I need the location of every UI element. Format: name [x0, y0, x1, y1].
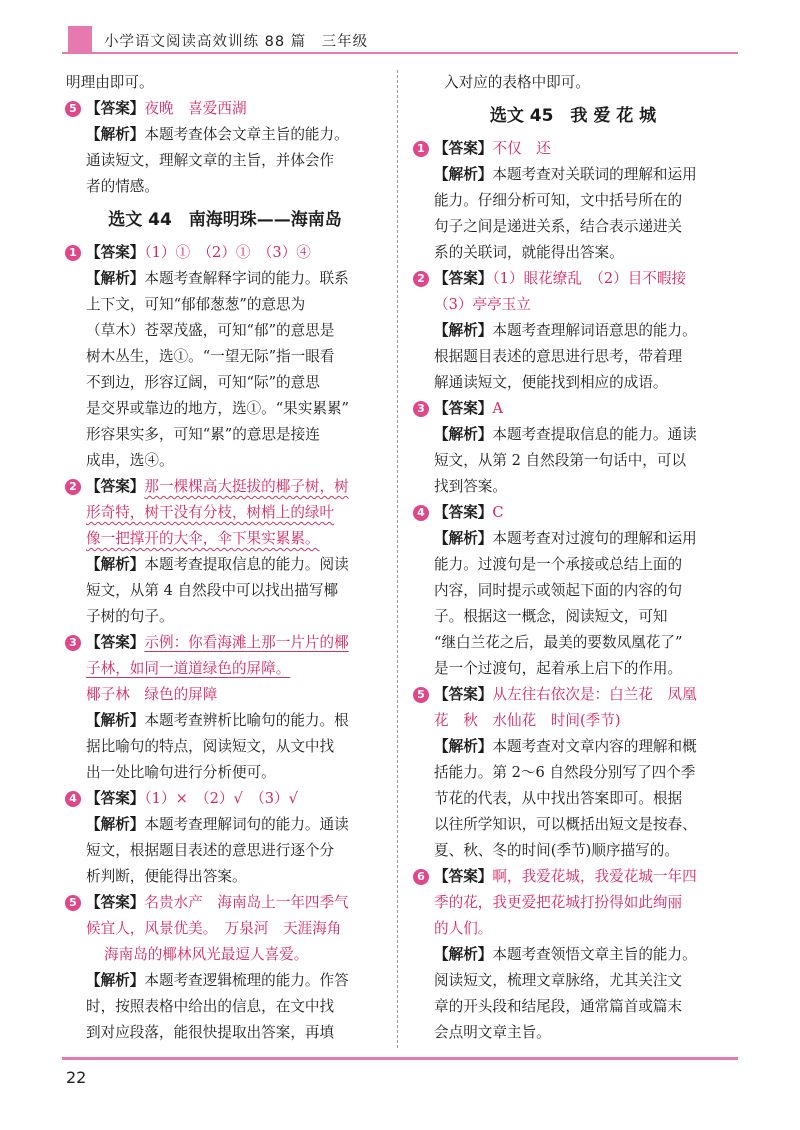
question-number: 2: [65, 479, 81, 495]
analysis-text: 出一处比喻句进行分析便可。: [86, 764, 276, 781]
answer-item: [414, 682, 732, 864]
analysis-text: 本题考查理解词语意思的能力。: [492, 322, 697, 339]
answer-item: [66, 96, 384, 200]
analysis-label: 【解析】: [86, 556, 145, 573]
answer-text: A: [492, 400, 503, 417]
left-column: [66, 70, 384, 1046]
right-column: [414, 70, 732, 1046]
answer-label: 【答案】: [86, 790, 145, 807]
answer-label: 【答案】: [86, 244, 145, 261]
analysis-text: 树木丛生，选①。“一望无际”指一眼看: [86, 348, 335, 365]
analysis-text: 本题考查逻辑梳理的能力。作答: [144, 972, 349, 989]
analysis-text: 本题考查解释字词的能力。联系: [144, 270, 349, 287]
answer-text: 那一棵棵高大挺拔的椰子树，树: [144, 478, 349, 495]
analysis-text: 能力。过渡句是一个承接或总结上面的: [434, 556, 683, 573]
answer-text: 子林，如同一道道绿色的屏障。: [86, 660, 291, 677]
answer-label: 【答案】: [434, 504, 493, 521]
answer-label: 【答案】: [86, 894, 145, 911]
section-title: 选文 44 南海明珠——海南岛: [108, 210, 342, 230]
answer-text: 名贵水产 海南岛上一年四季气: [144, 894, 349, 911]
analysis-text: 短文，从第 4 自然段中可以找出描写椰: [86, 582, 339, 599]
analysis-text: 系的关联词，就能得出答案。: [434, 244, 624, 261]
analysis-text: 本题考查提取信息的能力。阅读: [144, 556, 349, 573]
analysis-text: 括能力。第 2～6 自然段分别写了四个季: [434, 764, 696, 781]
answer-label: 【答案】: [434, 140, 493, 157]
question-number: 3: [65, 635, 81, 651]
answer-text: 啊，我爱花城，我爱花城一年四: [492, 868, 697, 885]
footer-rule: [62, 1057, 738, 1060]
page-number: 22: [66, 1068, 87, 1087]
analysis-label: 【解析】: [434, 946, 493, 963]
answer-text: （1）眼花缭乱 （2）目不暇接: [492, 270, 687, 287]
answer-text: 夜晚 喜爱西湖: [144, 100, 247, 117]
analysis-label: 【解析】: [86, 972, 145, 989]
analysis-text: 会点明文章主旨。: [434, 1024, 551, 1041]
analysis-text: 能力。仔细分析可知，文中括号所在的: [434, 192, 683, 209]
analysis-text: 子。根据这一概念，阅读短文，可知: [434, 608, 668, 625]
question-number: 1: [65, 245, 81, 261]
analysis-text: 以往所学知识，可以概括出短文是按春、: [434, 816, 697, 833]
analysis-text: 本题考查体会文章主旨的能力。: [144, 126, 349, 143]
section-title: 选文 45 我 爱 花 城: [489, 106, 657, 126]
analysis-label: 【解析】: [434, 738, 493, 755]
answer-label: 【答案】: [434, 400, 493, 417]
analysis-text: 本题考查提取信息的能力。通读: [492, 426, 697, 443]
answer-text: 从左往右依次是：白兰花 凤凰: [492, 686, 697, 703]
analysis-text: 本题考查领悟文章主旨的能力。: [492, 946, 697, 963]
analysis-label: 【解析】: [434, 322, 493, 339]
analysis-text: 短文，从第 2 自然段第一句话中，可以: [434, 452, 687, 469]
question-number: 6: [413, 869, 429, 885]
analysis-text: 上下文，可知“郁郁葱葱”的意思为: [86, 296, 306, 313]
analysis-text: 章的开头段和结尾段，通常篇首或篇末: [434, 998, 683, 1015]
answer-label: 【答案】: [86, 478, 145, 495]
analysis-label: 【解析】: [434, 426, 493, 443]
analysis-text: 据比喻句的特点，阅读短文，从文中找: [86, 738, 335, 755]
answer-label: 【答案】: [434, 868, 493, 885]
question-number: 4: [413, 505, 429, 521]
analysis-text: 本题考查对关联词的理解和运用: [492, 166, 697, 183]
column-divider: [397, 70, 398, 1048]
analysis-text: 通读短文，理解文章的主旨，并体会作: [86, 152, 335, 169]
book-title: 小学语文阅读高效训练 88 篇 三年级: [104, 34, 369, 50]
analysis-text: 是交界或靠边的地方，选①。“果实累累”: [86, 400, 350, 417]
answer-item: [414, 500, 732, 682]
answer-item: [414, 396, 732, 500]
analysis-text: 子树的句子。: [86, 608, 174, 625]
answer-text: 季的花，我更爱把花城打扮得如此绚丽: [434, 894, 683, 911]
analysis-label: 【解析】: [434, 166, 493, 183]
analysis-text: 短文，根据题目表述的意思进行逐个分: [86, 842, 335, 859]
answer-label: 【答案】: [86, 634, 145, 651]
answer-text: 形奇特，树干没有分枝，树梢上的绿叶: [86, 504, 335, 521]
question-number: 1: [413, 141, 429, 157]
analysis-label: 【解析】: [86, 126, 145, 143]
analysis-text: 阅读短文，梳理文章脉络，尤其关注文: [434, 972, 683, 989]
analysis-text: 形容果实多，可知“累”的意思是接连: [86, 426, 320, 443]
answer-text: 花 秋 水仙花 时间(季节): [434, 712, 621, 729]
answer-label: 【答案】: [434, 686, 493, 703]
analysis-label: 【解析】: [86, 270, 145, 287]
answer-item: [66, 474, 384, 630]
analysis-text: 节花的代表，从中找出答案即可。根据: [434, 790, 683, 807]
answer-text: 海南岛的椰林风光最逗人喜爱。: [104, 946, 309, 963]
answer-item: [66, 240, 384, 474]
analysis-text: 句子之间是递进关系，结合表示递进关: [434, 218, 683, 235]
question-number: 5: [413, 687, 429, 703]
answer-item: [414, 864, 732, 1046]
analysis-text: 内容，同时提示或领起下面的内容的句: [434, 582, 683, 599]
analysis-label: 【解析】: [86, 816, 145, 833]
answer-text: 椰子林 绿色的屏障: [86, 686, 218, 703]
analysis-text: 根据题目表述的意思进行思考，带着理: [434, 348, 683, 365]
answer-text: 候宜人，风景优美。 万泉河 天涯海角: [86, 920, 342, 937]
analysis-text: 本题考查对过渡句的理解和运用: [492, 530, 697, 547]
answer-item: [66, 786, 384, 890]
header-rule: [62, 52, 738, 54]
analysis-label: 【解析】: [434, 530, 493, 547]
answer-item: [66, 890, 384, 1046]
continued-text: 入对应的表格中即可。: [444, 74, 590, 91]
question-number: 5: [65, 101, 81, 117]
answer-label: 【答案】: [86, 100, 145, 117]
question-number: 5: [65, 895, 81, 911]
answer-text: （3）亭亭玉立: [434, 296, 531, 313]
analysis-text: 夏、秋、冬的时间(季节)顺序描写的。: [434, 842, 679, 859]
analysis-text: 找到答案。: [434, 478, 507, 495]
answer-text: 不仅 还: [492, 140, 551, 157]
analysis-text: 是一个过渡句，起着承上启下的作用。: [434, 660, 683, 677]
answer-item: [66, 630, 384, 786]
answer-text: 像一把撑开的大伞，伞下果实累累。: [86, 530, 320, 547]
analysis-text: 到对应段落，能很快提取出答案，再填: [86, 1024, 335, 1041]
analysis-text: 本题考查对文章内容的理解和概: [492, 738, 697, 755]
answer-text: C: [492, 504, 504, 521]
analysis-text: 不到边，形容辽阔，可知“际”的意思: [86, 374, 320, 391]
analysis-text: 时，按照表格中给出的信息，在文中找: [86, 998, 335, 1015]
answer-text: （1）× （2）√ （3）√: [144, 790, 298, 807]
analysis-text: 本题考查辨析比喻句的能力。根: [144, 712, 349, 729]
continued-text: 明理由即可。: [66, 74, 154, 91]
answer-item: [414, 136, 732, 266]
analysis-text: 成串，选④。: [86, 452, 174, 469]
answer-label: 【答案】: [434, 270, 493, 287]
analysis-text: “继白兰花之后，最美的要数凤凰花了”: [434, 634, 683, 651]
analysis-text: 析判断，便能得出答案。: [86, 868, 247, 885]
answer-text: 示例：你看海滩上那一片片的椰: [144, 634, 349, 651]
analysis-text: 者的情感。: [86, 178, 159, 195]
question-number: 3: [413, 401, 429, 417]
analysis-text: 解通读短文，便能找到相应的成语。: [434, 374, 668, 391]
answer-item: [414, 266, 732, 396]
analysis-text: 本题考查理解词句的能力。通读: [144, 816, 349, 833]
analysis-label: 【解析】: [86, 712, 145, 729]
question-number: 4: [65, 791, 81, 807]
header-color-block: [68, 26, 92, 54]
answer-text: 的人们。: [434, 920, 493, 937]
answer-text: （1）① （2）① （3）④: [144, 244, 311, 261]
analysis-text: （草木）苍翠茂盛，可知“郁”的意思是: [86, 322, 335, 339]
question-number: 2: [413, 271, 429, 287]
